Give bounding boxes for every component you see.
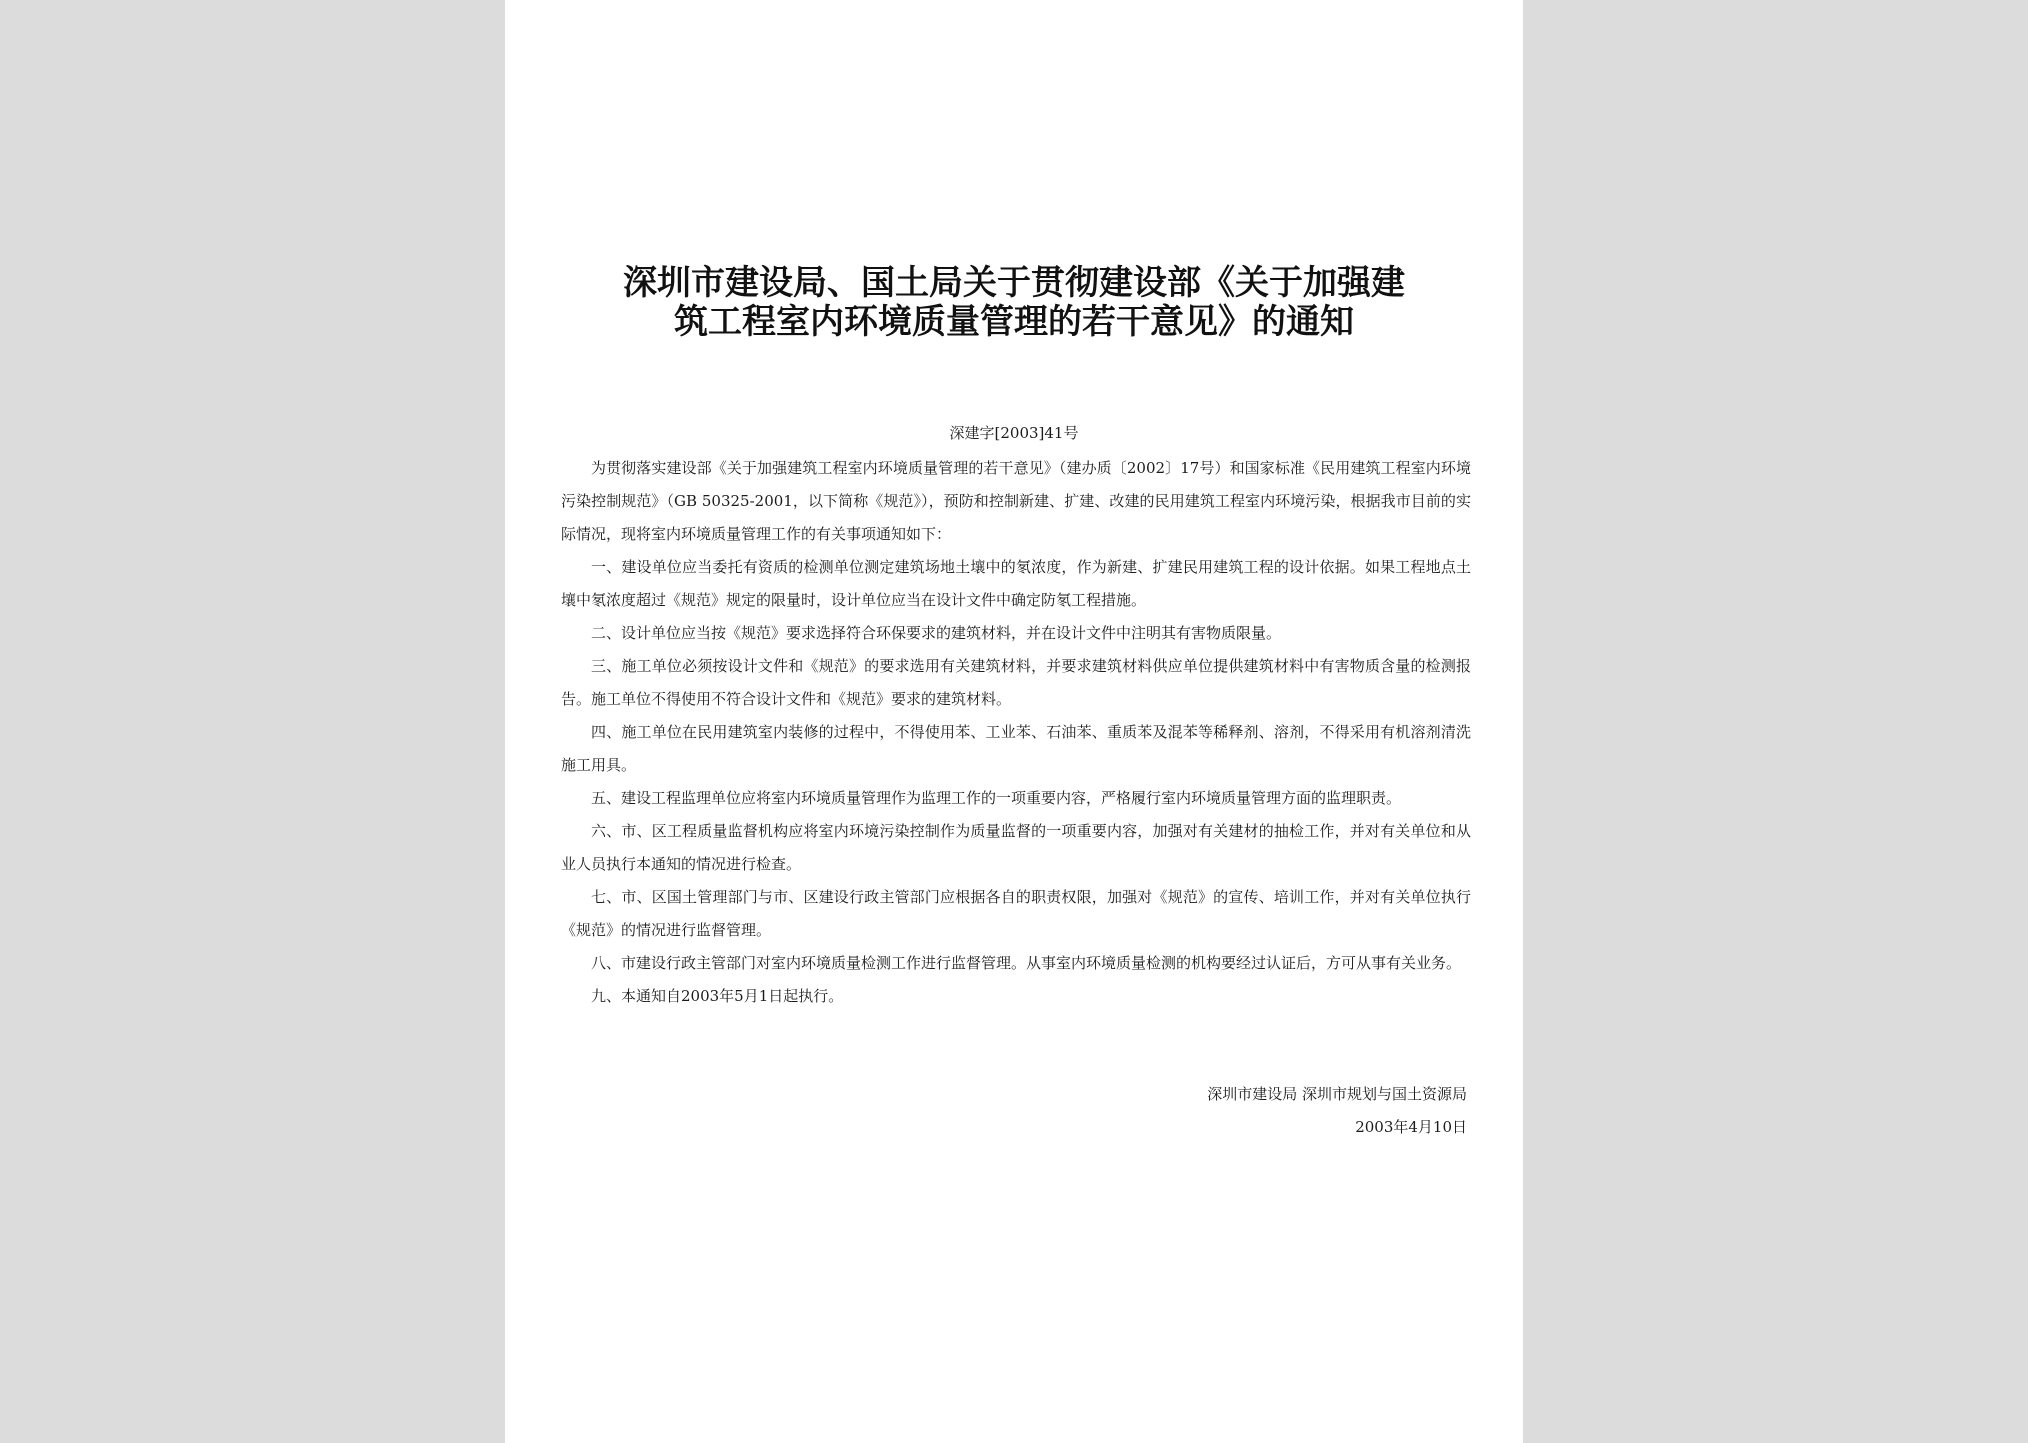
title-line-2: 筑工程室内环境质量管理的若干意见》的通知 [674, 302, 1354, 342]
clause-8: 八、市建设行政主管部门对室内环境质量检测工作进行监督管理。从事室内环境质量检测的机构要经过认证后，方可从事有关业务。 [591, 954, 1462, 972]
clause-2: 二、设计单位应当按《规范》要求选择符合环保要求的建筑材料，并在设计文件中注明其有害物质限量。 [591, 624, 1282, 642]
document-page [505, 0, 1523, 1443]
document-body [561, 452, 1471, 1013]
clause-9: 九、本通知自2003年5月1日起执行。 [591, 987, 844, 1005]
clause-3: 三、施工单位必须按设计文件和《规范》的要求选用有关建筑材料，并要求建筑材料供应单位提供建筑材料中有害物质含量的检测报告。施工单位不得使用不符合设计文件和《规范》要求的建筑材料。 [561, 657, 1471, 708]
clause-6: 六、市、区工程质量监督机构应将室内环境污染控制作为质量监督的一项重要内容，加强对有关建材的抽检工作，并对有关单位和从业人员执行本通知的情况进行检查。 [561, 822, 1471, 873]
clause-5: 五、建设工程监理单位应将室内环境质量管理作为监理工作的一项重要内容，严格履行室内环境质量管理方面的监理职责。 [591, 789, 1402, 807]
clause-1: 一、建设单位应当委托有资质的检测单位测定建筑场地土壤中的氡浓度，作为新建、扩建民用建筑工程的设计依据。如果工程地点土壤中氡浓度超过《规范》规定的限量时，设计单位应当在设计文件中确定防氡工程措施。 [561, 558, 1471, 609]
clause-4: 四、施工单位在民用建筑室内装修的过程中，不得使用苯、工业苯、石油苯、重质苯及混苯等稀释剂、溶剂，不得采用有机溶剂清洗施工用具。 [561, 723, 1471, 774]
document-number: 深建字[2003]41号 [949, 424, 1079, 442]
document-title [575, 264, 1453, 342]
clause-7: 七、市、区国土管理部门与市、区建设行政主管部门应根据各自的职责权限，加强对《规范》的宣传、培训工作，并对有关单位执行《规范》的情况进行监督管理。 [561, 888, 1471, 939]
signature-block [1207, 1078, 1467, 1144]
issue-date: 2003年4月10日 [1355, 1118, 1467, 1136]
issuing-authorities: 深圳市建设局 深圳市规划与国土资源局 [1207, 1085, 1467, 1103]
intro-paragraph: 为贯彻落实建设部《关于加强建筑工程室内环境质量管理的若干意见》（建办质〔2002〕17号）和国家标准《民用建筑工程室内环境污染控制规范》（GB 50325-2001，以下简称《规范》），预防和控制新建、扩建、改建的民用建筑工程室内环境污染，根据我市目前的实际情况，现将室内环境质量管理工作的有关事项通知如下： [561, 459, 1471, 543]
title-line-1: 深圳市建设局、国土局关于贯彻建设部《关于加强建 [623, 263, 1405, 303]
